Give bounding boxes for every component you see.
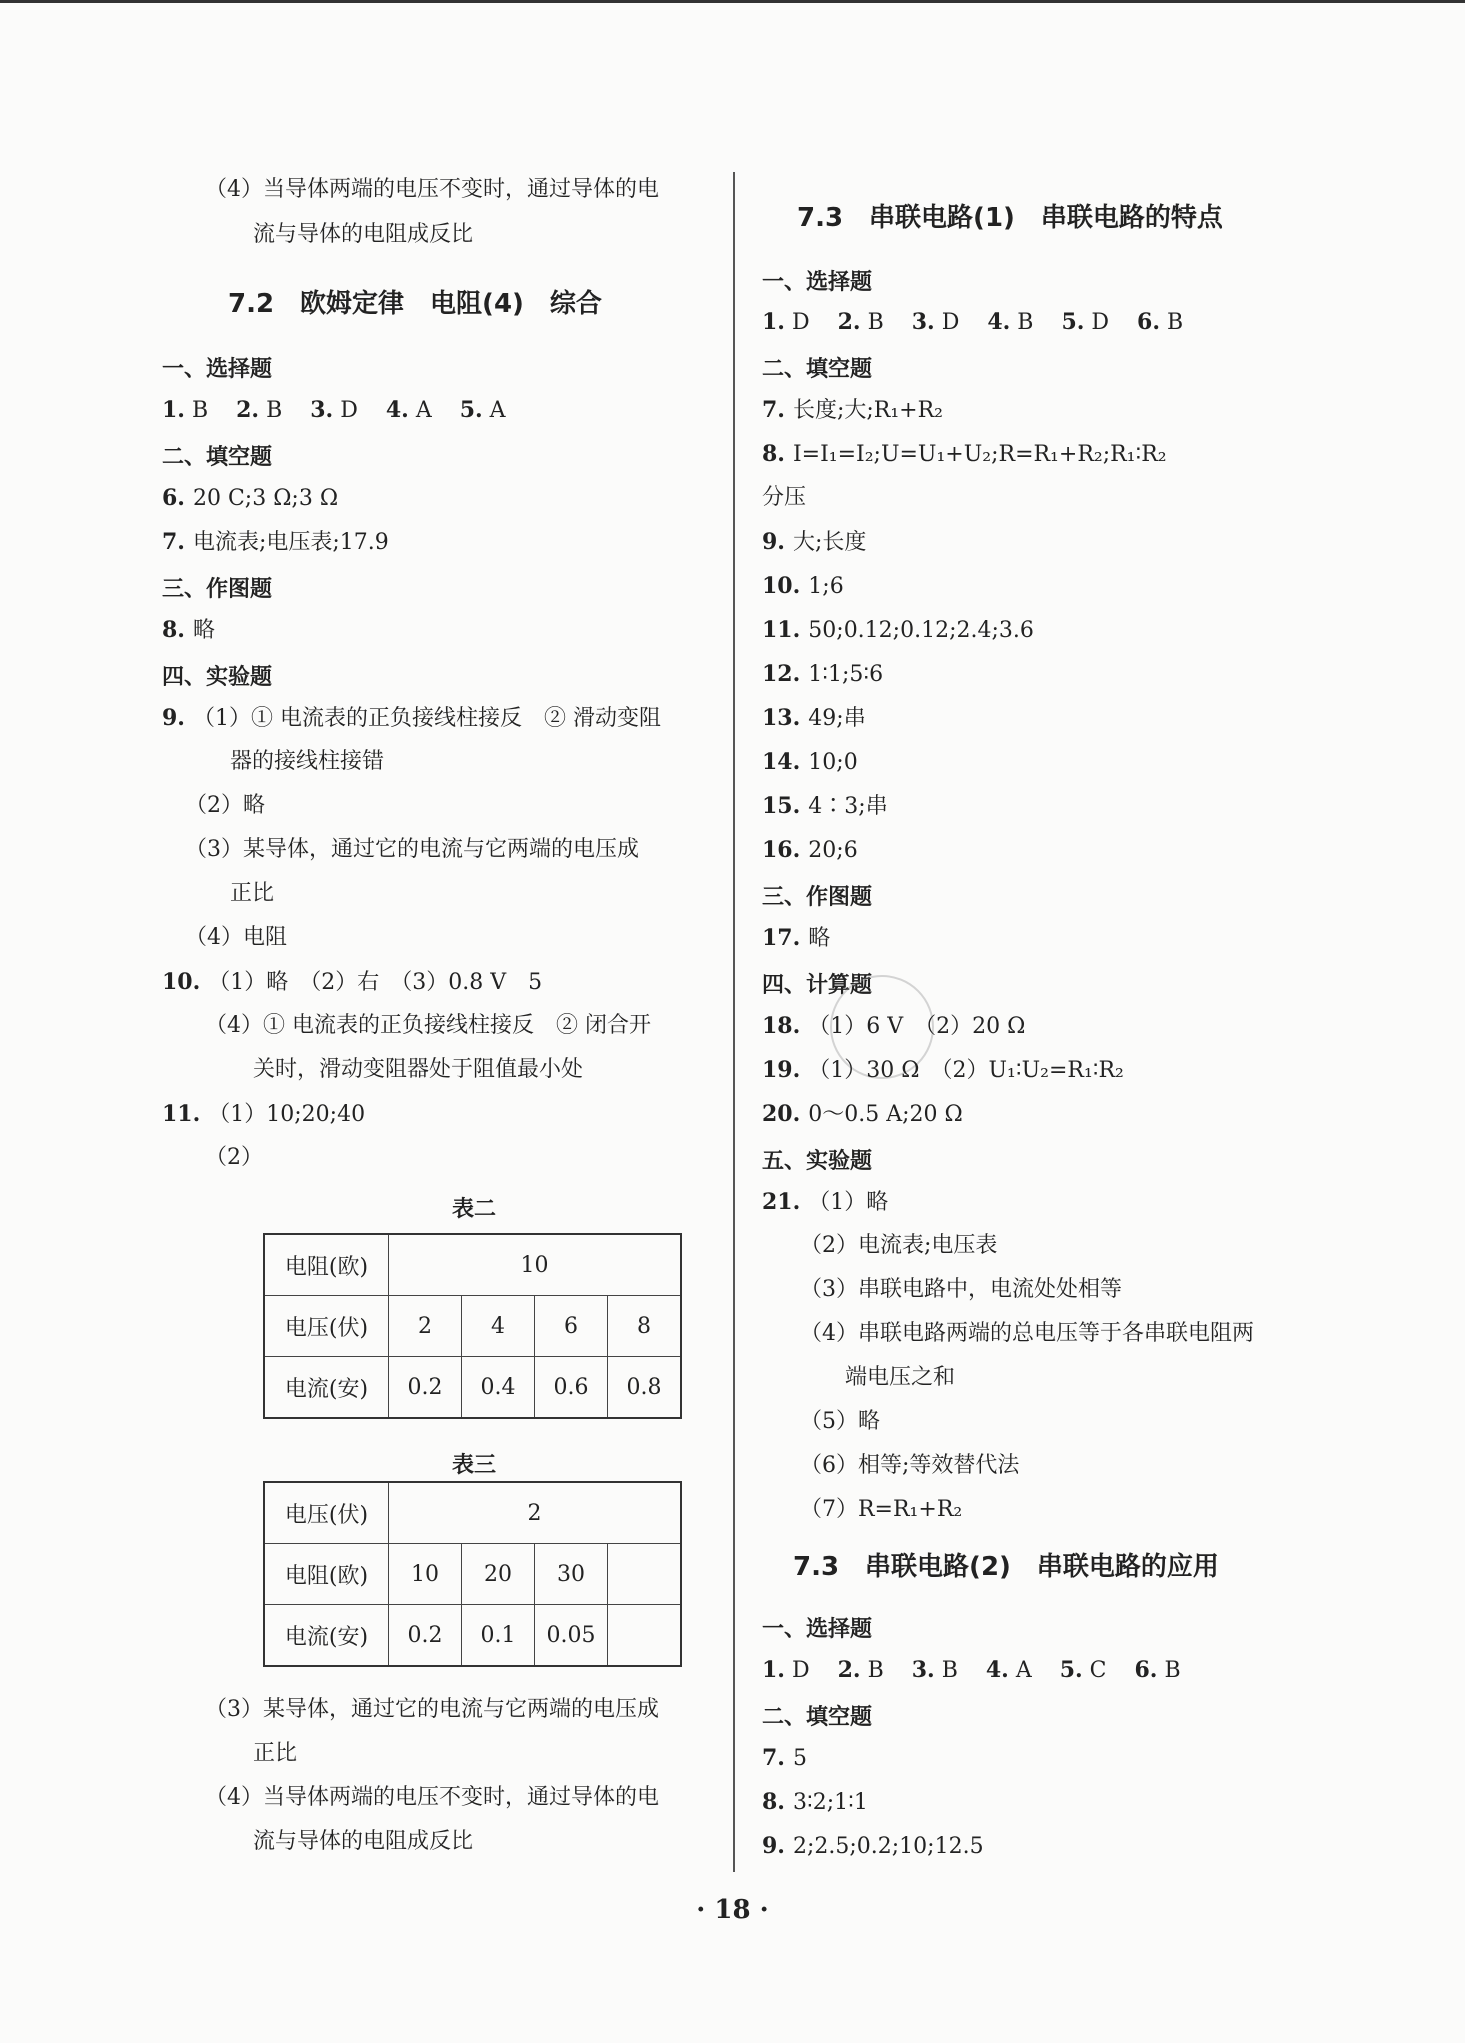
table-cell: 电压(伏) [264, 1482, 389, 1544]
answer: 5. A [459, 397, 506, 423]
answer-10: 10. （1）略 （2）右 （3）0.8 V 5 [162, 969, 543, 995]
r2-answer-9: 9. 2;2.5;0.2;10;12.5 [762, 1833, 984, 1859]
answer: 4. A [985, 1657, 1032, 1683]
r-answer-15: 15. 4∶3;串 [762, 793, 888, 819]
r-answer-18: 18. （1）6 V （2）20 Ω [762, 1013, 1026, 1039]
table-row [264, 1357, 681, 1419]
table-cell: 0.05 [535, 1605, 608, 1667]
answer-10-4: （4）① 电流表的正负接线柱接反 ② 闭合开 [205, 1013, 651, 1038]
choice-answers-r2 [762, 1655, 1181, 1686]
table-cell: 2 [389, 1482, 682, 1544]
table-cell: 0.2 [389, 1605, 462, 1667]
intro-line-2: 流与导体的电阻成反比 [253, 222, 474, 247]
heading-calc-r1: 四、计算题 [762, 973, 873, 998]
table-cell: 电流(安) [264, 1605, 389, 1667]
answer-11-4-cont: 流与导体的电阻成反比 [253, 1829, 474, 1854]
answer: 5. D [1061, 309, 1110, 335]
r-answer-12: 12. 1∶1;5∶6 [762, 661, 884, 687]
choice-answers [162, 395, 506, 426]
answer-11-2: （2） [205, 1145, 263, 1170]
table-cell: 电压(伏) [264, 1296, 389, 1357]
table-cell: 8 [608, 1296, 682, 1357]
r-answer-8: 8. I=I₁=I₂;U=U₁+U₂;R=R₁+R₂;R₁∶R₂ [762, 441, 1167, 467]
answer: 2. B [837, 309, 884, 335]
table3-caption: 表三 [452, 1453, 497, 1478]
answer: 5. C [1059, 1657, 1107, 1683]
table-cell: 0.8 [608, 1357, 682, 1419]
table-cell: 电阻(欧) [264, 1544, 389, 1605]
answer: 2. B [837, 1657, 884, 1683]
r-answer-21-4-cont: 端电压之和 [845, 1365, 956, 1390]
table-cell: 0.4 [462, 1357, 535, 1419]
r-answer-19: 19. （1）30 Ω （2）U₁∶U₂=R₁∶R₂ [762, 1057, 1124, 1083]
r-answer-10: 10. 1;6 [762, 573, 844, 599]
answer-9-4: （4）电阻 [185, 925, 287, 950]
answer-9-cont: 器的接线柱接错 [230, 749, 385, 774]
heading-fill-r1: 二、填空题 [762, 357, 873, 382]
intro-line-1: （4）当导体两端的电压不变时，通过导体的电 [205, 177, 659, 202]
answer: 6. B [1134, 1657, 1181, 1683]
answer-7: 7. 电流表;电压表;17.9 [162, 529, 389, 555]
section-title-7-3-1: 7.3 串联电路(1) 串联电路的特点 [797, 203, 1223, 233]
table-cell: 2 [389, 1296, 462, 1357]
table-cell: 电流(安) [264, 1357, 389, 1419]
heading-choice-r2: 一、选择题 [762, 1617, 873, 1642]
answer-11: 11. （1）10;20;40 [162, 1101, 366, 1127]
top-rule [0, 0, 1465, 3]
section-title-7-3-2: 7.3 串联电路(2) 串联电路的应用 [793, 1552, 1219, 1582]
answer: 1. D [762, 309, 810, 335]
r-answer-20: 20. 0～0.5 A;20 Ω [762, 1101, 963, 1127]
answer: 2. B [236, 397, 283, 423]
table-cell [608, 1544, 682, 1605]
heading-drawing-r1: 三、作图题 [762, 885, 873, 910]
heading-choice: 一、选择题 [162, 357, 273, 382]
answer: 3. D [911, 309, 960, 335]
table-cell: 20 [462, 1544, 535, 1605]
table-row [264, 1544, 681, 1605]
section-title-7-2: 7.2 欧姆定律 电阻(4) 综合 [228, 289, 602, 319]
table-cell: 10 [389, 1234, 682, 1296]
answer: 3. D [310, 397, 358, 423]
heading-choice-r1: 一、选择题 [762, 270, 873, 295]
table-cell: 0.1 [462, 1605, 535, 1667]
heading-fill: 二、填空题 [162, 445, 273, 470]
answer-11-4: （4）当导体两端的电压不变时，通过导体的电 [205, 1785, 659, 1810]
r-answer-21-5: （5）略 [800, 1409, 880, 1434]
answer: 3. B [911, 1657, 958, 1683]
r-answer-9: 9. 大;长度 [762, 529, 867, 555]
r-answer-21-7: （7）R=R₁+R₂ [800, 1497, 963, 1522]
table-row [264, 1605, 681, 1667]
r-answer-14: 14. 10;0 [762, 749, 858, 775]
answer-9-3: （3）某导体，通过它的电流与它两端的电压成 [185, 837, 639, 862]
r2-answer-7: 7. 5 [762, 1745, 807, 1771]
table-cell: 10 [389, 1544, 462, 1605]
r-answer-21-2: （2）电流表;电压表 [800, 1233, 998, 1258]
heading-experiment-r1: 五、实验题 [762, 1149, 873, 1174]
table-cell: 6 [535, 1296, 608, 1357]
answer-11-3-cont: 正比 [253, 1741, 298, 1766]
r-answer-11: 11. 50;0.12;0.12;2.4;3.6 [762, 617, 1034, 643]
answer: 1. B [162, 397, 209, 423]
heading-drawing: 三、作图题 [162, 577, 273, 602]
table-cell: 0.6 [535, 1357, 608, 1419]
r-answer-17: 17. 略 [762, 925, 831, 951]
choice-answers-r1 [762, 307, 1183, 338]
r-answer-13: 13. 49;串 [762, 705, 866, 731]
table-cell: 0.2 [389, 1357, 462, 1419]
answer-11-3: （3）某导体，通过它的电流与它两端的电压成 [205, 1697, 659, 1722]
answer-9-2: （2）略 [185, 793, 265, 818]
r-answer-16: 16. 20;6 [762, 837, 858, 863]
table-cell: 4 [462, 1296, 535, 1357]
table-cell: 电阻(欧) [264, 1234, 389, 1296]
table2 [263, 1233, 682, 1419]
r2-answer-8: 8. 3∶2;1∶1 [762, 1789, 868, 1815]
heading-fill-r2: 二、填空题 [762, 1705, 873, 1730]
r-answer-8-cont: 分压 [762, 485, 807, 510]
answer-8: 8. 略 [162, 617, 215, 643]
answer: 1. D [762, 1657, 810, 1683]
answer-9-3-cont: 正比 [230, 881, 275, 906]
table-row [264, 1296, 681, 1357]
heading-experiment: 四、实验题 [162, 665, 273, 690]
table2-caption: 表二 [452, 1197, 497, 1222]
table-cell: 30 [535, 1544, 608, 1605]
table-row [264, 1482, 681, 1544]
answer: 4. A [385, 397, 432, 423]
r-answer-21: 21. （1）略 [762, 1189, 889, 1215]
answer-9: 9. （1）① 电流表的正负接线柱接反 ② 滑动变阻 [162, 705, 661, 731]
column-divider [733, 172, 735, 1872]
r-answer-21-4: （4）串联电路两端的总电压等于各串联电阻两 [800, 1321, 1254, 1346]
r-answer-21-3: （3）串联电路中，电流处处相等 [800, 1277, 1122, 1302]
answer-10-4-cont: 关时，滑动变阻器处于阻值最小处 [253, 1057, 584, 1082]
table3 [263, 1481, 682, 1667]
page-number: · 18 · [696, 1895, 769, 1925]
r-answer-21-6: （6）相等;等效替代法 [800, 1453, 1020, 1478]
answer: 4. B [987, 309, 1034, 335]
answer-6: 6. 20 C;3 Ω;3 Ω [162, 485, 339, 511]
table-cell [608, 1605, 682, 1667]
table-row [264, 1234, 681, 1296]
r-answer-7: 7. 长度;大;R₁+R₂ [762, 397, 943, 423]
answer: 6. B [1137, 309, 1184, 335]
